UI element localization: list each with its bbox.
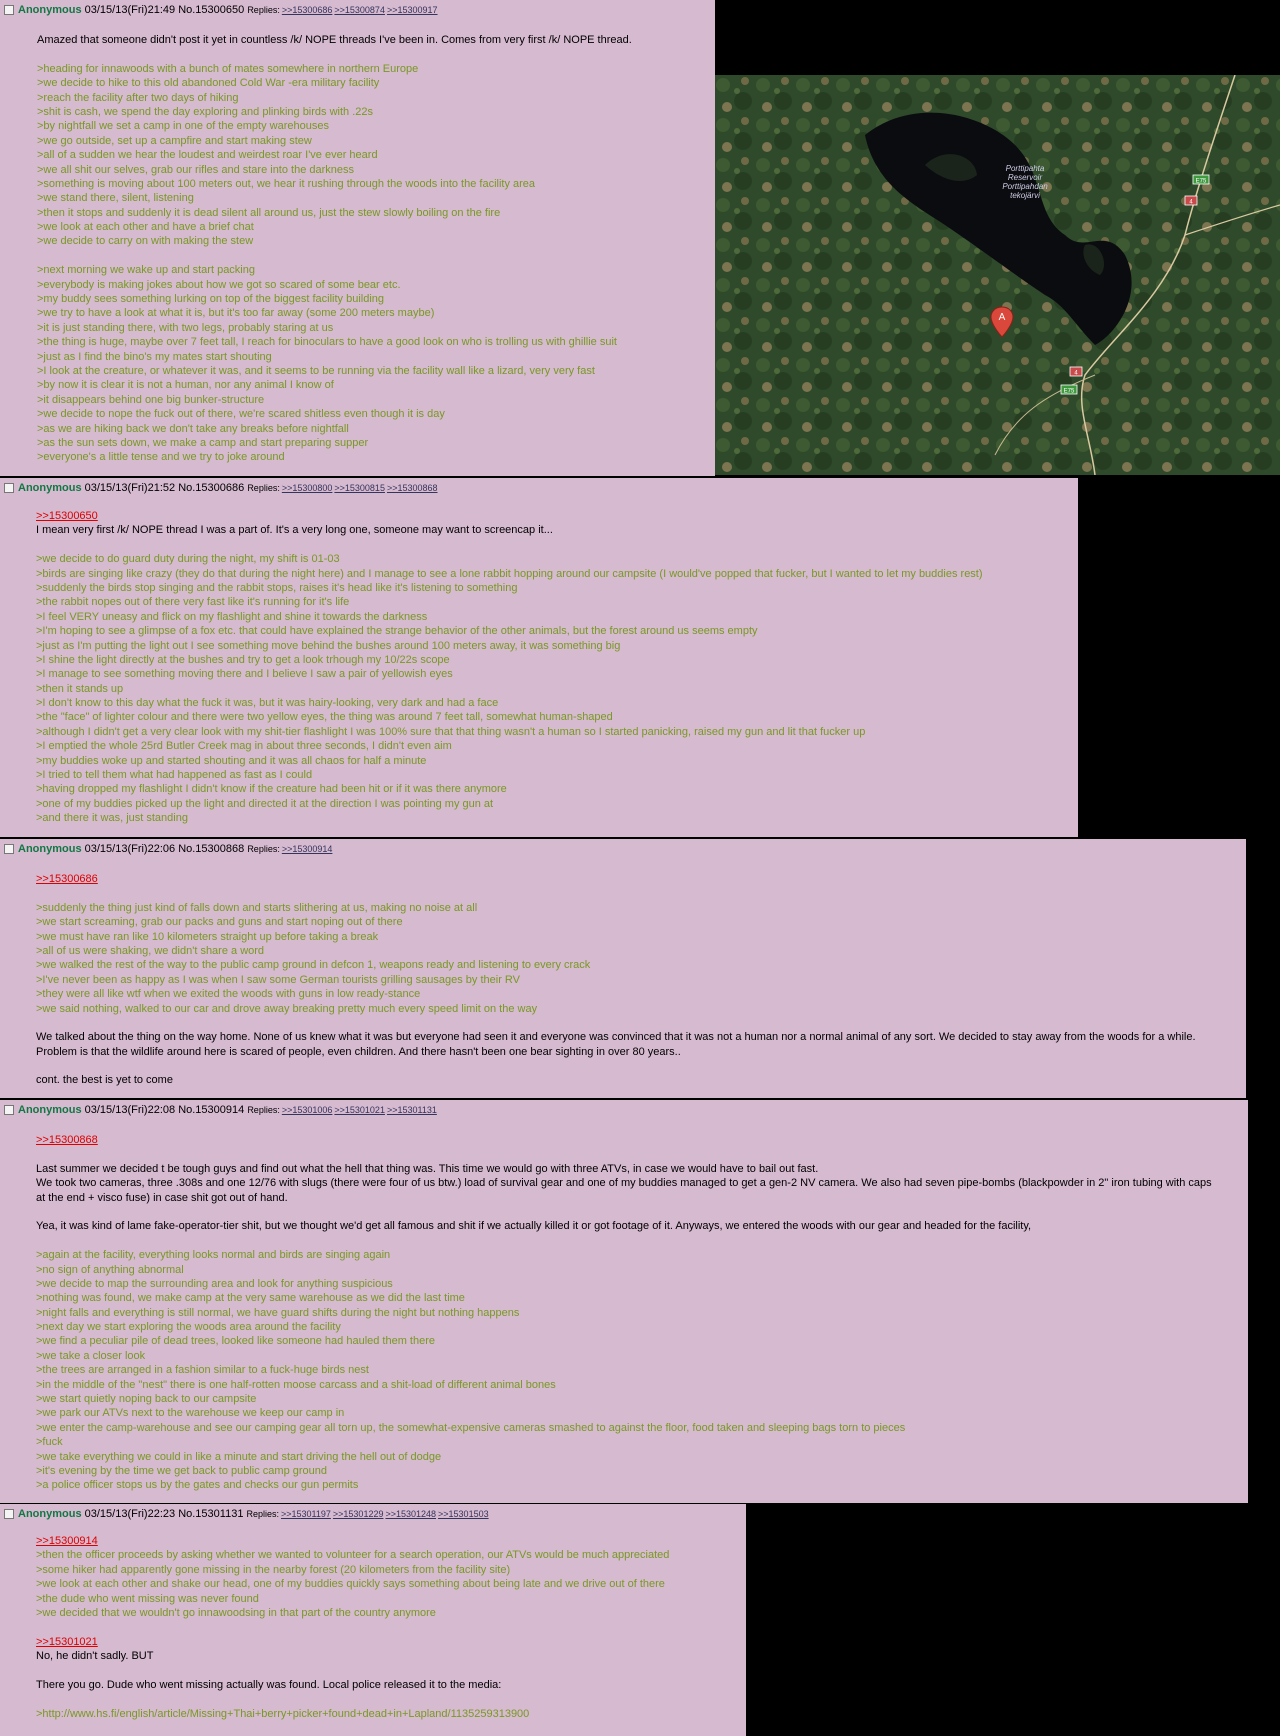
greentext-line: >heading for innawoods with a bunch of mates somewhere in northern Europe — [37, 62, 419, 75]
greentext-line: >we walked the rest of the way to the public camp ground in defcon 1, weapons ready and listening to every crack — [36, 959, 591, 972]
reply-link[interactable]: >>15300914 — [281, 844, 333, 854]
post-checkbox[interactable] — [4, 5, 14, 15]
greentext-line: >it's evening by the time we get back to public camp ground — [36, 1465, 328, 1477]
reply-link[interactable]: >>15300917 — [386, 5, 438, 15]
text-line: Last summer we decided t be tough guys and find out what the hell that thing was. This time we would go with three ATVs, in case we would have to bail out fast. — [36, 1162, 819, 1175]
greentext-line: >some hiker had apparently gone missing in the nearby forest (20 kilometers from the facility site) — [36, 1563, 511, 1576]
greentext-line: >we enter the camp-warehouse and see our camping gear all torn up, the somewhat-expensive cameras smashed to against the floor, food taken and sleeping bags torn to pieces — [36, 1421, 906, 1434]
greentext-line: >we decide to do guard duty during the night, my shift is 01-03 — [36, 553, 340, 566]
reply-link[interactable]: >>15301248 — [385, 1509, 437, 1519]
blank-line — [36, 1147, 1218, 1161]
replies-label: Replies: — [247, 1105, 280, 1115]
poster-name: Anonymous — [18, 843, 82, 855]
greentext-line: >suddenly the birds stop singing and the rabbit stops, raises it's head like it's listening to something — [36, 581, 518, 594]
poster-name: Anonymous — [18, 4, 82, 16]
greentext-line: >fuck — [36, 1436, 63, 1449]
greentext-line: >then it stops and suddenly it is dead silent all around us, just the stew slowly boiling on the fire — [37, 206, 501, 219]
post-checkbox[interactable] — [4, 1509, 14, 1519]
replies-label: Replies: — [247, 483, 280, 493]
greentext-line: >night falls and everything is still normal, we have guard shifts during the night but nothing happens — [36, 1306, 520, 1319]
reply-link[interactable]: >>15301021 — [334, 1105, 385, 1115]
greentext-line: >although I didn't get a very clear look with my shit-tier flashlight I was 100% sure that that thing wasn't a human so I started panicking, raised my gun and lit that fucker up — [36, 725, 866, 738]
greentext-line: >we park our ATVs next to the warehouse we keep our camp in — [36, 1407, 345, 1420]
greentext-line: >we decide to hike to this old abandoned Cold War -era military facility — [37, 77, 380, 90]
blank-line — [36, 1234, 1218, 1248]
greentext-line: >all of us were shaking, we didn't share a word — [36, 944, 265, 957]
greentext-line: >then it stands up — [36, 682, 124, 695]
satellite-map — [715, 75, 1280, 475]
greentext-line: >shit is cash, we spend the day exploring and plinking birds with .22s — [37, 105, 373, 118]
greentext-line: >I tried to tell them what had happened as fast as I could — [36, 769, 313, 782]
post-datetime: 03/15/13(Fri)21:52 — [84, 482, 176, 494]
post-datetime: 03/15/13(Fri)22:06 — [84, 843, 176, 855]
blank-line — [37, 47, 707, 61]
replies-label: Replies: — [247, 5, 280, 15]
reply-link[interactable]: >>15300686 — [281, 5, 333, 15]
post-15300914 — [0, 1100, 1248, 1503]
reply-link[interactable]: >>15301197 — [281, 1509, 331, 1519]
text-line: I mean very first /k/ NOPE thread I was a part of. It's a very long one, someone may want to screencap it... — [36, 524, 553, 537]
quote-line — [36, 1534, 738, 1548]
map-image — [715, 75, 1280, 475]
quote-link[interactable]: >>15300868 — [36, 1134, 98, 1146]
map-label: Porttipahta — [1005, 164, 1045, 173]
replies-label: Replies: — [246, 1509, 280, 1519]
quote-link[interactable]: >>15301021 — [36, 1635, 98, 1648]
quote-line — [36, 1635, 738, 1649]
post-number[interactable]: No.15300650 — [178, 4, 245, 16]
greentext-line: >we look at each other and shake our head, one of my buddies quickly says something about being late and we drive out of there — [36, 1578, 665, 1591]
greentext-line: >I don't know to this day what the fuck it was, but it was hairy-looking, very dark and had a face — [36, 697, 499, 710]
reply-link[interactable]: >>15300815 — [334, 483, 385, 493]
greentext-line: >we start quietly noping back to our campsite — [36, 1393, 257, 1406]
greentext-line: >we decide to map the surrounding area and look for anything suspicious — [36, 1277, 393, 1290]
post-datetime: 03/15/13(Fri)22:23 — [84, 1508, 176, 1520]
post-datetime: 03/15/13(Fri)21:49 — [84, 4, 176, 16]
greentext-line: >I'm hoping to see a glimpse of a fox etc. that could have explained the strange behavior of the other animals, but the forest around us seems empty — [36, 625, 758, 638]
greentext-line: >they were all like wtf when we exited the woods with guns in low ready-stance — [36, 988, 421, 1001]
greentext-line: >the trees are arranged in a fashion similar to a fuck-huge birds nest — [36, 1364, 369, 1377]
text-line: No, he didn't sadly. BUT — [36, 1650, 154, 1663]
greentext-line: >I emptied the whole 25rd Butler Creek mag in about three seconds, I didn't even aim — [36, 740, 452, 753]
greentext-line: >the rabbit nopes out of there very fast like it's running for it's life — [36, 596, 350, 609]
greentext-line: >one of my buddies picked up the light and directed it at the direction I was pointing my gun at — [36, 797, 494, 810]
greentext-line: >it disappears behind one big bunker-structure — [37, 393, 265, 406]
map-label: Porttipahdan — [1002, 182, 1048, 191]
post-body — [37, 33, 707, 465]
greentext-line: >we must have ran like 10 kilometers straight up before taking a break — [36, 930, 379, 943]
greentext-line: >we look at each other and have a brief chat — [37, 221, 254, 234]
post-datetime: 03/15/13(Fri)22:08 — [84, 1104, 176, 1116]
greentext-line: >nothing was found, we make camp at the very same warehouse as we did the last time — [36, 1292, 465, 1305]
reply-link[interactable]: >>15301229 — [332, 1509, 384, 1519]
post-number[interactable]: No.15301131 — [178, 1508, 244, 1520]
post-header — [4, 481, 438, 495]
quote-line — [36, 872, 1216, 886]
greentext-line: >next morning we wake up and start packing — [37, 264, 255, 277]
post-number[interactable]: No.15300686 — [178, 482, 245, 494]
greentext-line: >birds are singing like crazy (they do that during the night here) and I manage to see a lone rabbit hopping around our campsite (I would've popped that fucker, but I wanted to let my buddies rest) — [36, 567, 983, 580]
greentext-line: >I feel VERY uneasy and flick on my flashlight and shine it towards the darkness — [36, 610, 428, 623]
greentext-line: >we all shit our selves, grab our rifles and stare into the darkness — [37, 163, 355, 176]
map-label: Reservoir — [1007, 173, 1043, 182]
reply-link[interactable]: >>15301131 — [386, 1105, 437, 1115]
greentext-line: >a police officer stops us by the gates and checks our gun permits — [36, 1479, 359, 1492]
blank-line — [36, 1692, 738, 1706]
post-number[interactable]: No.15300868 — [178, 843, 245, 855]
post-checkbox[interactable] — [4, 483, 14, 493]
blank-line — [36, 1059, 1216, 1073]
post-header — [4, 842, 332, 856]
greentext-line: >we go outside, set up a campfire and start making stew — [37, 134, 312, 147]
poster-name: Anonymous — [18, 1508, 82, 1520]
reply-link[interactable]: >>15301503 — [438, 1509, 489, 1519]
greentext-line: >in the middle of the "nest" there is one half-rotten moose carcass and a shit-load of different animal bones — [36, 1378, 556, 1391]
reply-link[interactable]: >>15300874 — [334, 5, 385, 15]
blank-line — [36, 1016, 1216, 1030]
greentext-line: >the thing is huge, maybe over 7 feet tall, I reach for binoculars to have a good look on who is trolling us with ghillie suit — [37, 336, 617, 349]
greentext-line: >we take a closer look — [36, 1349, 146, 1362]
greentext-line: >my buddy sees something lurking on top of the biggest facility building — [37, 293, 385, 306]
text-line: cont. the best is yet to come — [36, 1074, 173, 1087]
blank-line — [36, 1664, 738, 1678]
post-header — [4, 1507, 489, 1521]
greentext-line: >I've never been as happy as I was when I saw some German tourists grilling sausages by their RV — [36, 973, 520, 986]
greentext-line: >everyone's a little tense and we try to joke around — [37, 451, 285, 464]
map-marker-letter: A — [998, 312, 1006, 323]
post-15300868 — [0, 839, 1246, 1098]
greentext-line: >we stand there, silent, listening — [37, 192, 194, 205]
greentext-line: >everybody is making jokes about how we got so scared of some bear etc. — [37, 278, 401, 291]
poster-name: Anonymous — [18, 482, 82, 494]
quote-link[interactable]: >>15300686 — [36, 873, 98, 885]
greentext-line: >next day we start exploring the woods area around the facility — [36, 1321, 341, 1334]
greentext-line: >all of a sudden we hear the loudest and weirdest roar I've ever heard — [37, 149, 378, 162]
greentext-line[interactable]: >http://www.hs.fi/english/article/Missing+Thai+berry+picker+found+dead+in+Lapland/1135259313900 — [36, 1707, 530, 1720]
greentext-line: >we said nothing, walked to our car and drove away breaking pretty much every speed limit on the way — [36, 1002, 538, 1015]
post-15301131 — [0, 1504, 746, 1736]
blank-line — [37, 249, 707, 263]
greentext-line: >my buddies woke up and started shouting and it was all chaos for half a minute — [36, 754, 427, 767]
greentext-line: >we decide to carry on with making the stew — [37, 235, 254, 248]
blank-line — [36, 538, 1070, 552]
quote-link[interactable]: >>15300650 — [36, 510, 98, 522]
greentext-line: >having dropped my flashlight I didn't know if the creature had been hit or if it was there anymore — [36, 783, 507, 796]
greentext-line: >again at the facility, everything looks normal and birds are singing again — [36, 1249, 391, 1262]
post-header — [4, 1103, 437, 1117]
greentext-line: >I look at the creature, or whatever it was, and it seems to be running via the facility wall like a lizard, very very fast — [37, 364, 595, 377]
greentext-line: >we take everything we could in like a minute and start driving the hell out of dodge — [36, 1450, 442, 1463]
reply-link[interactable]: >>15300800 — [281, 483, 333, 493]
post-body — [36, 1133, 1218, 1493]
post-checkbox[interactable] — [4, 844, 14, 854]
greentext-line: >and there it was, just standing — [36, 812, 188, 825]
greentext-line: >suddenly the thing just kind of falls down and starts slithering at us, making no noise at all — [36, 901, 478, 914]
post-body — [36, 1534, 738, 1721]
post-body — [36, 872, 1216, 1088]
road-shield-label: E75 — [1195, 178, 1207, 185]
post-15300686 — [0, 478, 1078, 837]
greentext-line: >just as I find the bino's my mates start shouting — [37, 350, 272, 363]
greentext-line: >I manage to see something moving there and I believe I saw a pair of yellowish eyes — [36, 668, 453, 681]
road-shield-label: E75 — [1063, 388, 1075, 395]
post-body — [36, 509, 1070, 826]
text-line: Yea, it was kind of lame fake-operator-tier shit, but we thought we'd get all famous and shit if we actually killed it or got footage of it. Anyways, we entered the woods with our gear and headed for the facility, — [36, 1220, 1032, 1233]
greentext-line: >as the sun sets down, we make a camp and start preparing supper — [37, 436, 369, 449]
greentext-line: >we start screaming, grab our packs and guns and start noping out of there — [36, 916, 403, 929]
greentext-line: >I shine the light directly at the bushes and try to get a look trhough my 10/22s scope — [36, 653, 450, 666]
post-15300650 — [0, 0, 715, 476]
greentext-line: >we find a peculiar pile of dead trees, looked like someone had hauled them there — [36, 1335, 436, 1348]
quote-line — [36, 1133, 1218, 1147]
greentext-line: >something is moving about 100 meters out, we hear it rushing through the woods into the facility area — [37, 177, 536, 190]
post-header — [4, 3, 438, 17]
greentext-line: >the dude who went missing was never found — [36, 1592, 259, 1605]
quote-line — [36, 509, 1070, 523]
greentext-line: >reach the facility after two days of hiking — [37, 91, 239, 104]
text-paragraph: We talked about the thing on the way home. None of us knew what it was but everyone had seen it and everyone was convinced that it was not a human nor a normal animal of any sort. We decided to stay away from the woods for a while. Problem is that the wildlife around here is scared of people, even children. And there hasn't been one bear sighting in over 80 years.. — [36, 1031, 1196, 1058]
road-shield-label: 4 — [1189, 199, 1193, 206]
greentext-line: >no sign of anything abnormal — [36, 1263, 184, 1276]
greentext-line: >we try to have a look at what it is, but it's too far away (some 200 meters maybe) — [37, 307, 435, 320]
text-line: There you go. Dude who went missing actually was found. Local police released it to the media: — [36, 1678, 502, 1691]
greentext-line: >as we are hiking back we don't take any breaks before nightfall — [37, 422, 349, 435]
quote-link[interactable]: >>15300914 — [36, 1535, 98, 1547]
reply-link[interactable]: >>15300868 — [386, 483, 438, 493]
post-number[interactable]: No.15300914 — [178, 1104, 245, 1116]
greentext-line: >by nightfall we set a camp in one of the empty warehouses — [37, 120, 329, 133]
text-line: Amazed that someone didn't post it yet in countless /k/ NOPE threads I've been in. Comes from very first /k/ NOPE thread. — [37, 34, 632, 46]
blank-line — [36, 886, 1216, 900]
replies-label: Replies: — [247, 844, 280, 854]
greentext-line: >we decide to nope the fuck out of there, we're scared shitless even though it is day — [37, 408, 445, 421]
greentext-line: >it is just standing there, with two legs, probably staring at us — [37, 321, 334, 334]
greentext-line: >by now it is clear it is not a human, nor any animal I know of — [37, 379, 334, 392]
greentext-line: >then the officer proceeds by asking whether we wanted to volunteer for a search operation, our ATVs would be much appreciated — [36, 1549, 670, 1562]
greentext-line: >the "face" of lighter colour and there were two yellow eyes, the thing was around 7 feet tall, somewhat human-shaped — [36, 711, 613, 724]
reply-link[interactable]: >>15301006 — [281, 1105, 333, 1115]
greentext-line: >we decided that we wouldn't go innawoodsing in that part of the country anymore — [36, 1606, 436, 1619]
blank-line — [36, 1205, 1218, 1219]
blank-line — [36, 1620, 738, 1634]
road-shield-label: 4 — [1074, 370, 1078, 377]
poster-name: Anonymous — [18, 1104, 82, 1116]
post-checkbox[interactable] — [4, 1105, 14, 1115]
map-label: tekojärvi — [1010, 191, 1040, 200]
greentext-line: >just as I'm putting the light out I see something move behind the bushes around 100 meters away, it was something big — [36, 639, 621, 652]
text-paragraph: We took two cameras, three .308s and one 12/76 with slugs (there were four of us btw.) load of survival gear and one of my buddies managed to get a gen-2 NV camera. We also had seven pipe-bombs (blackpowder in 2" iron tubing with caps at the end + visco fuse) in case shit got out of hand. — [36, 1177, 1212, 1204]
